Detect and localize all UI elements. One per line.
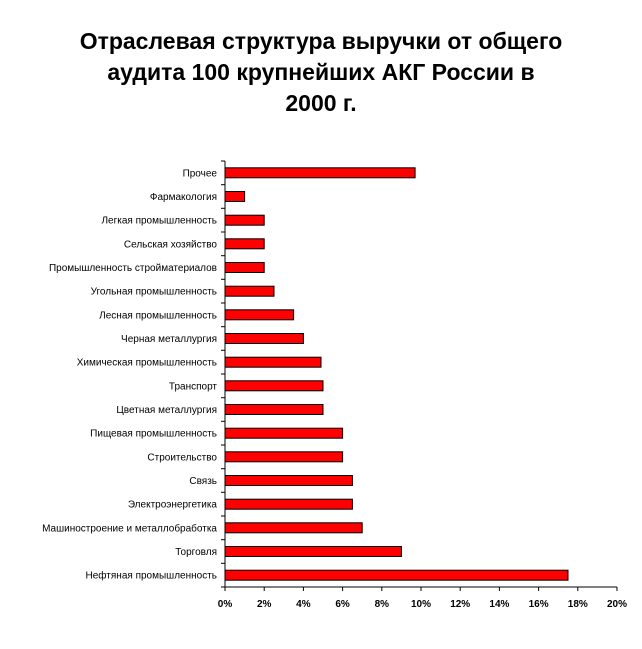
- x-tick-label: 2%: [256, 599, 272, 610]
- category-label: Торговля: [175, 547, 217, 558]
- bar: [225, 476, 352, 486]
- category-label: Легкая промышленность: [101, 215, 217, 227]
- x-tick-label: 18%: [567, 599, 588, 610]
- bar: [225, 192, 245, 202]
- category-label: Химическая промышленность: [76, 357, 217, 369]
- x-tick-label: 0%: [217, 599, 233, 610]
- bar: [225, 310, 294, 320]
- category-label: Нефтяная промышленность: [85, 570, 217, 582]
- category-label: Сельская хозяйство: [123, 239, 217, 251]
- category-label: Связь: [189, 476, 217, 487]
- bar: [225, 286, 274, 296]
- category-label: Строительство: [147, 452, 217, 464]
- x-tick-label: 20%: [606, 599, 628, 610]
- x-tick-label: 8%: [374, 599, 390, 610]
- category-label: Угольная промышленность: [90, 286, 217, 298]
- bars-group: [225, 168, 568, 580]
- bar: [225, 263, 264, 273]
- category-label: Прочее: [182, 168, 217, 180]
- x-tick-label: 4%: [296, 599, 311, 610]
- category-label: Пищевая промышленность: [90, 428, 217, 440]
- bar: [225, 357, 321, 367]
- category-label: Лесная промышленность: [99, 310, 217, 322]
- bar: [225, 499, 352, 509]
- category-label: Промышленность стройматериалов: [48, 263, 217, 274]
- x-tick-label: 16%: [528, 599, 549, 610]
- bar: [225, 381, 323, 391]
- x-tick-label: 12%: [450, 599, 471, 610]
- bar: [225, 523, 362, 533]
- category-label: Машиностроение и металлобработка: [42, 523, 217, 535]
- bar: [225, 570, 568, 580]
- bar: [225, 168, 415, 178]
- x-tick-label: 14%: [489, 599, 510, 610]
- category-label: Черная металлургия: [121, 334, 217, 345]
- bar: [225, 405, 323, 415]
- bar: [225, 215, 264, 225]
- category-label: Цветная металлургия: [116, 405, 217, 416]
- bar: [225, 547, 401, 557]
- bar: [225, 334, 303, 344]
- category-label: Электроэнергетика: [127, 499, 217, 511]
- tick-labels: [218, 599, 627, 610]
- bar: [225, 239, 264, 249]
- x-tick-label: 6%: [335, 599, 350, 610]
- bar: [225, 428, 343, 438]
- x-tick-label: 10%: [410, 599, 432, 610]
- category-label: Фармакология: [149, 192, 217, 203]
- chart-title: Отраслевая структура выручки от общего аудита 100 крупнейших АКГ России в 2000 г.: [79, 28, 563, 116]
- category-labels: [42, 168, 217, 581]
- category-label: Транспорт: [168, 381, 217, 393]
- bar: [225, 452, 343, 462]
